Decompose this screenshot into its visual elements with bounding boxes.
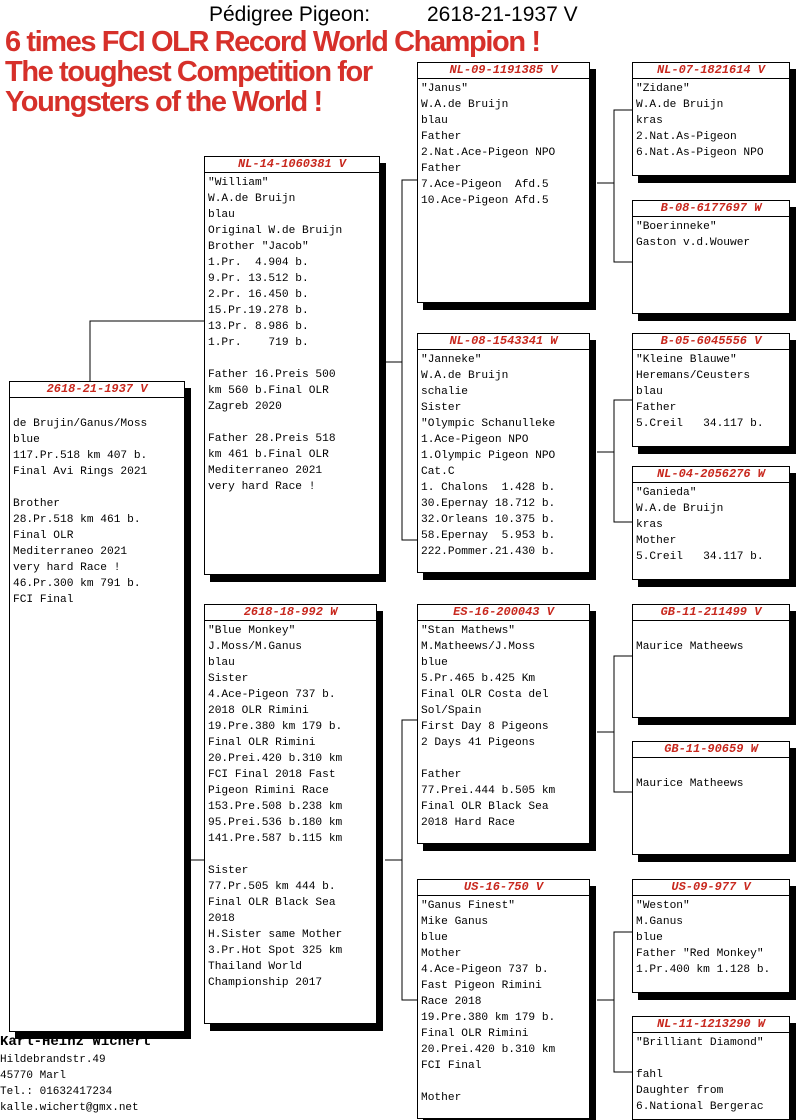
card-details: "Stan Mathews" M.Matheews/J.Moss blue 5.Pr.465 b.425 Km Final OLR Costa del Sol/Spain First Day 8 Pigeons 2 Days 41 Pigeons Father 77.Prei.444 b.505 km Final OLR Black Sea 2018 Hard Race — [421, 625, 556, 829]
card-details: Maurice Matheews — [636, 778, 744, 790]
title-ring-number: 2618-21-1937 V — [427, 3, 578, 26]
ring-number: GB-11-90659 W — [633, 742, 789, 758]
card-father-mother — [417, 333, 590, 573]
ring-number: NL-14-1060381 V — [205, 157, 379, 173]
card-mf-father — [632, 604, 790, 718]
card-details: Maurice Matheews — [636, 641, 744, 653]
card-details: "Janus" W.A.de Bruijn blau Father 2.Nat.Ace-Pigeon NPO Father 7.Ace-Pigeon Afd.5 10.Ace-Pigeon Afd.5 — [421, 83, 556, 207]
title-label: Pédigree Pigeon: — [209, 3, 371, 26]
headline-line-3: Youngsters of the World ! — [5, 86, 322, 118]
card-details: "Ganus Finest" Mike Ganus blue Mother 4.Ace-Pigeon 737 b. Fast Pigeon Rimini Race 2018 19.Pre.380 km 179 b. Final OLR Rimini 20.Prei.420 b.310 km FCI Final Mother — [421, 900, 556, 1104]
card-details: "Blue Monkey" J.Moss/M.Ganus blau Sister 4.Ace-Pigeon 737 b. 2018 OLR Rimini 19.Pre.380 km 179 b. Final OLR Rimini 20.Prei.420 b.310 km FCI Final 2018 Fast Pigeon Rimini Race 153.Pre.508 b.238 km 95.Prei.536 b.180 km 141.Pre.587 b.115 km Sister 77.Pr.505 km 444 b. Final OLR Black Sea 2018 H.Sister same Mother 3.Pr.Hot Spot 325 km Thailand World Championship 2017 — [208, 625, 343, 989]
ring-number: US-16-750 V — [418, 880, 589, 896]
ring-number: NL-08-1543341 W — [418, 334, 589, 350]
card-subject — [9, 381, 185, 1032]
breeder-phone: Tel.: 01632417234 — [0, 1086, 113, 1098]
ring-number: NL-11-1213290 W — [633, 1017, 789, 1033]
ring-number: B-08-6177697 W — [633, 201, 789, 217]
breeder-name: Karl-Heinz Wichert — [0, 1034, 152, 1050]
ring-number: 2618-21-1937 V — [10, 382, 184, 398]
card-details: "William" W.A.de Bruijn blau Original W.de Bruijn Brother "Jacob" 1.Pr. 4.904 b. 9.Pr. 13.512 b. 2.Pr. 16.450 b. 15.Pr.19.278 b. 13.Pr. 8.986 b. 1.Pr. 719 b. Father 16.Preis 500 km 560 b.Final OLR Zagreb 2020 Father 28.Preis 518 km 461 b.Final OLR Mediterraneo 2021 very hard Race ! — [208, 177, 343, 493]
ring-number: 2618-18-992 W — [205, 605, 376, 621]
ring-number: GB-11-211499 V — [633, 605, 789, 621]
ring-number: NL-07-1821614 V — [633, 63, 789, 79]
headline-line-1: 6 times FCI OLR Record World Champion ! — [5, 26, 540, 58]
card-ff-father — [632, 62, 790, 176]
card-details: "Janneke" W.A.de Bruijn schalie Sister "Olympic Schanulleke 1.Ace-Pigeon NPO 1.Olympic Pigeon NPO Cat.C 1. Chalons 1.428 b. 30.Epernay 18.712 b. 32.Orleans 10.375 b. 58.Epernay 5.953 b. 222.Pommer.21.430 b. — [421, 354, 556, 558]
card-details: "Boerinneke" Gaston v.d.Wouwer — [636, 221, 751, 249]
headline-line-2: The toughest Competition for — [5, 56, 372, 88]
card-details: "Brilliant Diamond" fahl Daughter from 6.National Bergerac — [636, 1037, 764, 1113]
card-mf-mother — [632, 741, 790, 855]
card-mother-mother — [417, 879, 590, 1119]
card-ff-mother — [632, 200, 790, 314]
card-mm-father — [632, 879, 790, 993]
card-details: "Kleine Blauwe" Heremans/Ceusters blau Father 5.Creil 34.117 b. — [636, 354, 764, 430]
ring-number: B-05-6045556 V — [633, 334, 789, 350]
card-mother-father — [417, 604, 590, 844]
card-details: "Zidane" W.A.de Bruijn kras 2.Nat.As-Pigeon 6.Nat.As-Pigeon NPO — [636, 83, 764, 159]
card-details: "Ganieda" W.A.de Bruijn kras Mother 5.Creil 34.117 b. — [636, 487, 764, 563]
card-fm-father — [632, 333, 790, 447]
card-father-father — [417, 62, 590, 303]
breeder-contact — [0, 1032, 260, 1116]
card-details: "Weston" M.Ganus blue Father "Red Monkey" 1.Pr.400 km 1.128 b. — [636, 900, 771, 976]
card-mm-mother — [632, 1016, 790, 1120]
ring-number: US-09-977 V — [633, 880, 789, 896]
ring-number: NL-09-1191385 V — [418, 63, 589, 79]
card-details: de Brujin/Ganus/Moss blue 117.Pr.518 km 407 b. Final Avi Rings 2021 Brother 28.Pr.518 km 461 b. Final OLR Mediterraneo 2021 very hard Race ! 46.Pr.300 km 791 b. FCI Final — [13, 418, 148, 606]
breeder-city: 45770 Marl — [0, 1070, 67, 1082]
breeder-email[interactable]: kalle.wichert@gmx.net — [0, 1102, 139, 1114]
card-father — [204, 156, 380, 575]
card-mother — [204, 604, 377, 1024]
card-fm-mother — [632, 466, 790, 580]
breeder-street: Hildebrandstr.49 — [0, 1054, 106, 1066]
ring-number: NL-04-2056276 W — [633, 467, 789, 483]
ring-number: ES-16-200043 V — [418, 605, 589, 621]
